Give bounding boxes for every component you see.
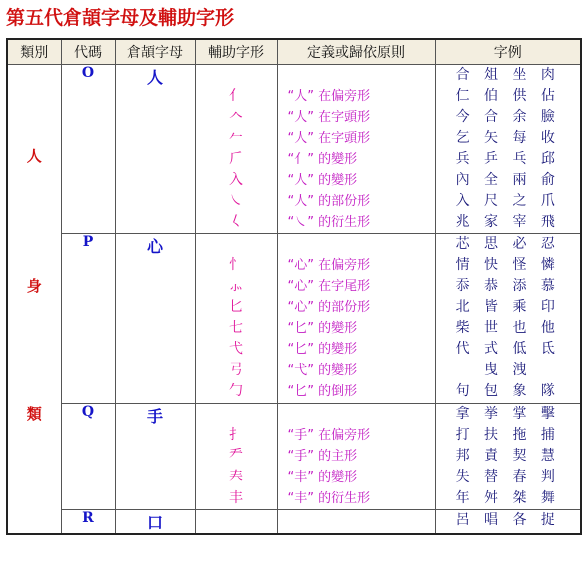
definition-cell (277, 403, 435, 509)
table-row-q (7, 403, 581, 509)
category-cell (7, 65, 61, 535)
aux-glyph: 𡗗 (229, 468, 243, 485)
aux-glyph: 入 (229, 172, 243, 188)
example-line: 邦 責 契 慧 (455, 447, 560, 464)
header-definition: 定義或歸依原則 (277, 39, 435, 65)
aux-glyph: 勹 (229, 383, 243, 400)
example-line: 失 替 春 判 (455, 468, 560, 485)
example-line: 忝 恭 添 慕 (455, 278, 560, 295)
definition-cell (277, 65, 435, 234)
examples-cell (435, 509, 581, 534)
aux-glyph: 𠂉 (229, 130, 243, 146)
example-line: 拿 挙 掌 擊 (455, 405, 560, 422)
example-line: 入 尺 之 爪 (455, 193, 560, 209)
example-line: 柴 世 也 他 (455, 320, 560, 337)
example-line: 內 全 兩 俞 (455, 172, 560, 188)
definition-text: “匕” 的變形 (287, 321, 358, 337)
definition-text: “匕” 的倒形 (287, 384, 358, 400)
definition-text: “手” 在偏旁形 (287, 427, 371, 443)
table-row-o (7, 65, 581, 234)
letter-cell: 人 (115, 65, 195, 234)
aux-cell (195, 509, 277, 534)
definition-text: “人” 在偏旁形 (287, 89, 371, 104)
example-line: 芯 思 必 忍 (455, 236, 560, 253)
code-cell: Q (61, 403, 115, 509)
header-code: 代碼 (61, 39, 115, 65)
aux-glyph: 弋 (229, 341, 243, 358)
example-line: 打 扶 拖 捕 (455, 426, 560, 443)
aux-glyph: 七 (229, 320, 243, 337)
example-line: 句 包 象 隊 (455, 383, 560, 400)
aux-glyph: 𢎗 (229, 362, 243, 379)
example-line: 北 皆 乘 印 (455, 299, 560, 316)
category-char-shen: 身 (26, 277, 42, 295)
cangjie-table (6, 38, 582, 535)
example-line: 情 快 怪 憐 (455, 257, 560, 274)
definition-text: “弋” 的變形 (287, 363, 358, 379)
definition-text: “丰” 的變形 (287, 469, 358, 485)
aux-glyph: ㇏ (229, 193, 243, 209)
examples-cell (435, 65, 581, 234)
header-letter: 倉頡字母 (115, 39, 195, 65)
definition-text: “人” 的部份形 (287, 194, 371, 209)
aux-glyph: ⺗ (229, 278, 243, 295)
definition-text: “人” 的變形 (287, 173, 358, 188)
aux-glyph: 龵 (229, 447, 243, 464)
letter-cell: 心 (115, 234, 195, 403)
example-line: 仁 伯 供 佔 (455, 88, 560, 104)
aux-glyph: 丰 (229, 489, 243, 506)
example-line: 乞 矢 每 收 (455, 130, 560, 146)
example-line: 代 式 低 氐 (455, 341, 560, 358)
code-cell: P (61, 234, 115, 403)
definition-text: “手” 的主形 (287, 448, 358, 464)
header-row (7, 39, 581, 65)
definition-text: “心” 在字尾形 (287, 279, 371, 295)
definition-text: “人” 在字頭形 (287, 110, 371, 125)
aux-glyph: 亻 (229, 88, 243, 104)
table-row-r (7, 509, 581, 534)
header-examples: 字例 (435, 39, 581, 65)
definition-text: “丰” 的衍生形 (287, 490, 371, 506)
table-row-p (7, 234, 581, 403)
example-line: 合 俎 坐 肉 (455, 67, 560, 83)
letter-cell: 口 (115, 509, 195, 534)
example-line: 曳 洩 (484, 362, 532, 379)
definition-text: “亻” 的變形 (287, 152, 358, 167)
definition-text: “匕” 的變形 (287, 342, 358, 358)
header-category: 類別 (7, 39, 61, 65)
example-line: 年 舛 桀 舞 (455, 489, 560, 506)
definition-cell (277, 234, 435, 403)
example-line: 呂 唱 各 捉 (455, 511, 560, 528)
aux-cell (195, 403, 277, 509)
aux-glyph: 匕 (229, 299, 243, 316)
category-char-ren: 人 (26, 147, 42, 165)
aux-glyph: 扌 (229, 426, 243, 443)
example-line: 兆 家 宰 飛 (455, 214, 560, 230)
example-line: 今 合 余 臉 (455, 109, 560, 125)
header-aux: 輔助字形 (195, 39, 277, 65)
examples-cell (435, 403, 581, 509)
examples-cell (435, 234, 581, 403)
aux-glyph: 𠂆 (229, 151, 243, 167)
aux-glyph: 𡿨 (229, 214, 243, 230)
definition-text: “人” 在字頭形 (287, 131, 371, 146)
definition-text: “㇏” 的衍生形 (287, 215, 371, 230)
definition-text: “心” 的部份形 (287, 300, 371, 316)
aux-glyph: 忄 (229, 257, 243, 274)
aux-cell (195, 65, 277, 234)
aux-glyph: 𠆢 (229, 109, 243, 125)
page-title: 第五代倉頡字母及輔助字形 (6, 7, 235, 29)
example-line: 兵 乒 乓 邱 (455, 151, 560, 167)
definition-text: “心” 在偏旁形 (287, 258, 371, 274)
code-cell: O (61, 65, 115, 234)
definition-cell (277, 509, 435, 534)
code-cell: R (61, 509, 115, 534)
letter-cell: 手 (115, 403, 195, 509)
aux-cell (195, 234, 277, 403)
category-char-lei: 類 (26, 405, 42, 423)
